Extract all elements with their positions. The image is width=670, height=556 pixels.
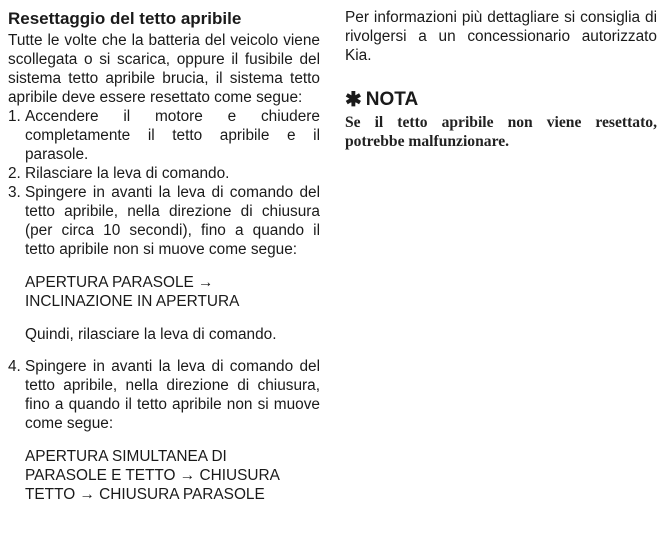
step-number: 3.	[8, 184, 21, 201]
sequence-line: APERTURA SIMULTANEA DI	[25, 448, 227, 465]
step-4	[8, 357, 320, 504]
note-heading	[345, 89, 657, 111]
step-2	[8, 164, 320, 183]
intro-paragraph: Tutte le volte che la batteria del veicolo viene scollegata o si scarica, oppure il fusibile del sistema tetto apribile brucia, il sistema tetto apribile deve essere resettato come segue:	[8, 32, 320, 106]
note-title: NOTA	[365, 89, 419, 110]
step-number: 1.	[8, 108, 21, 125]
step-text: Spingere in avanti la leva di comando del tetto apribile, nella direzione di chiusura (per circa 10 secondi), fino a quando il tetto apribile non si muove come segue:	[25, 184, 320, 258]
step-1	[8, 107, 320, 164]
sequence-line: TETTO → CHIUSURA PARASOLE	[25, 486, 265, 503]
movement-sequence	[25, 447, 320, 504]
step-3	[8, 183, 320, 344]
step-text: Spingere in avanti la leva di comando del tetto apribile, nella direzione di chiusura, fino a quando il tetto apribile non si muove come segue:	[25, 358, 320, 432]
info-paragraph: Per informazioni più dettagliare si consiglia di rivolgersi a un concessionario autorizzato Kia.	[345, 9, 657, 64]
sequence-line: APERTURA PARASOLE →	[25, 274, 214, 291]
sequence-line: INCLINAZIONE IN APERTURA	[25, 293, 240, 310]
note-text: Se il tetto apribile non viene resettato, potrebbe malfunzionare.	[345, 114, 657, 150]
steps-list	[8, 107, 320, 504]
step-followup: Quindi, rilasciare la leva di comando.	[25, 326, 277, 343]
right-column	[345, 8, 657, 151]
movement-sequence	[25, 273, 320, 311]
section-heading: Resettaggio del tetto apribile	[8, 9, 242, 28]
step-text: Rilasciare la leva di comando.	[25, 165, 230, 182]
step-number: 4.	[8, 358, 21, 375]
asterisk-icon: ✱	[345, 89, 362, 111]
step-text: Accendere il motore e chiudere completamente il tetto apribile e il parasole.	[25, 108, 320, 163]
left-column	[8, 8, 320, 504]
sequence-line: PARASOLE E TETTO → CHIUSURA	[25, 467, 280, 484]
step-number: 2.	[8, 165, 21, 182]
